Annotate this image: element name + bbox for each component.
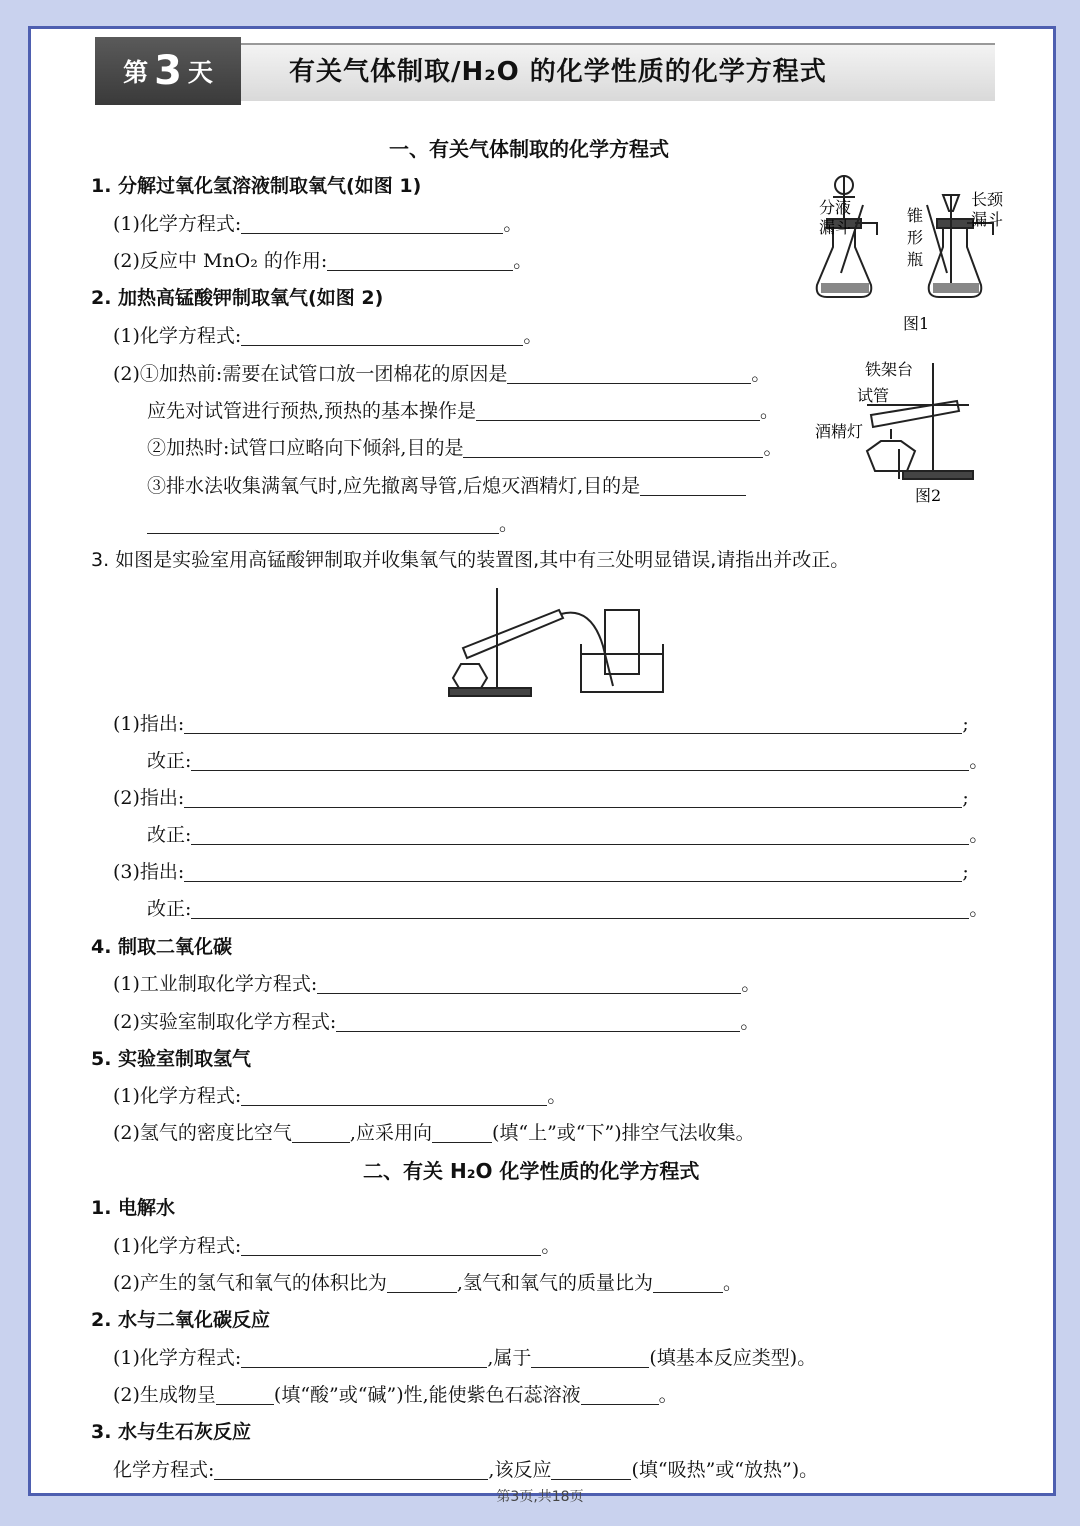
s1-q4-b: (2)实验室制取化学方程式: 。 [113, 1011, 760, 1033]
answer-blank[interactable] [184, 862, 962, 882]
day-number: 3 [154, 48, 182, 94]
s1-q3-row-5: (3)指出: ; [113, 861, 969, 883]
s2-q2-title: 2. 水与二氧化碳反应 [91, 1309, 271, 1331]
s1-q5-a: (1)化学方程式: 。 [113, 1085, 567, 1107]
answer-blank[interactable] [476, 401, 760, 421]
answer-blank[interactable] [184, 714, 962, 734]
answer-blank[interactable] [241, 1236, 541, 1256]
day-badge [95, 37, 241, 105]
figure-3-diagram [441, 584, 671, 699]
s1-q5-title: 5. 实验室制取氢气 [91, 1048, 252, 1070]
s1-q3-row-4: 改正: 。 [147, 824, 989, 846]
fig1-label-sep-funnel-1: 分液 [819, 198, 852, 217]
s1-q3-row-2: 改正: 。 [147, 750, 989, 772]
fig1-label-long-funnel-1: 长颈 [971, 190, 1004, 209]
answer-blank[interactable] [581, 1385, 659, 1405]
fig2-caption: 图2 [915, 486, 942, 505]
answer-blank[interactable] [214, 1460, 488, 1480]
answer-blank[interactable] [184, 788, 962, 808]
figure-2-diagram [807, 349, 1037, 509]
s1-q5-b: (2)氢气的密度比空气 ,应采用向 (填“上”或“下”)排空气法收集。 [113, 1122, 755, 1144]
section1-heading: 一、有关气体制取的化学方程式 [389, 137, 669, 161]
answer-blank[interactable] [507, 364, 751, 384]
fig2-label-stand: 铁架台 [865, 360, 914, 379]
fig1-caption: 图1 [903, 314, 930, 333]
s1-q4-a: (1)工业制取化学方程式: 。 [113, 973, 761, 995]
s1-q2-b4-cont: 。 [147, 509, 518, 536]
section2-heading: 二、有关 H₂O 化学性质的化学方程式 [363, 1159, 700, 1183]
s2-q2-b: (2)生成物呈 (填“酸”或“碱”)性,能使紫色石蕊溶液 。 [113, 1384, 678, 1406]
s1-q2-b2: 应先对试管进行预热,预热的基本操作是 。 [147, 400, 780, 422]
fig1-label-flask-3: 瓶 [907, 250, 924, 269]
s2-q1-b: (2)产生的氢气和氧气的体积比为 ,氢气和氧气的质量比为 。 [113, 1272, 742, 1294]
day-prefix: 第 [123, 58, 149, 87]
answer-blank[interactable] [336, 1012, 740, 1032]
s1-q2-a: (1)化学方程式: 。 [113, 325, 543, 347]
s2-q2-a: (1)化学方程式: ,属于 (填基本反应类型)。 [113, 1347, 817, 1369]
answer-blank[interactable] [241, 1086, 547, 1106]
answer-blank[interactable] [640, 476, 746, 496]
answer-blank[interactable] [432, 1123, 492, 1143]
s2-q1-title: 1. 电解水 [91, 1197, 176, 1219]
s1-q2-title: 2. 加热高锰酸钾制取氧气(如图 2) [91, 287, 384, 309]
answer-blank[interactable] [653, 1273, 723, 1293]
fig1-label-flask-2: 形 [907, 228, 924, 247]
s1-q3-row-3: (2)指出: ; [113, 787, 969, 809]
answer-blank[interactable] [191, 751, 969, 771]
s2-q3-title: 3. 水与生石灰反应 [91, 1421, 252, 1443]
fig1-label-sep-funnel-2: 漏斗 [819, 218, 852, 237]
figure-1-diagram [781, 155, 1031, 335]
s1-q3-row-1: (1)指出: ; [113, 713, 969, 735]
answer-blank[interactable] [216, 1385, 274, 1405]
answer-blank[interactable] [191, 825, 969, 845]
s1-q3-title: 3. 如图是实验室用高锰酸钾制取并收集氧气的装置图,其中有三处明显错误,请指出并改正。 [91, 549, 850, 571]
day-suffix: 天 [187, 58, 213, 87]
s1-q2-b1: (2)①加热前:需要在试管口放一团棉花的原因是 。 [113, 363, 771, 385]
fig1-label-long-funnel-2: 漏斗 [971, 210, 1004, 229]
s1-q4-title: 4. 制取二氧化碳 [91, 936, 233, 958]
s1-q2-b3: ②加热时:试管口应略向下倾斜,目的是 。 [147, 437, 783, 459]
answer-blank[interactable] [387, 1273, 457, 1293]
s1-q2-b4: ③排水法收集满氧气时,应先撤离导管,后熄灭酒精灯,目的是 [147, 471, 746, 498]
s1-q3-row-6: 改正: 。 [147, 898, 989, 920]
fig2-label-tube: 试管 [857, 386, 890, 405]
answer-blank[interactable] [241, 214, 503, 234]
answer-blank[interactable] [147, 514, 499, 534]
answer-blank[interactable] [241, 1348, 487, 1368]
s2-q1-a: (1)化学方程式: 。 [113, 1235, 561, 1257]
answer-blank[interactable] [551, 1460, 631, 1480]
s1-q1-a: (1)化学方程式: 。 [113, 213, 523, 235]
page-footer: 第3页,共18页 [496, 1489, 584, 1505]
page-title: 有关气体制取/H₂O 的化学性质的化学方程式 [289, 57, 827, 87]
fig1-label-flask-1: 锥 [907, 206, 924, 225]
answer-blank[interactable] [463, 438, 763, 458]
answer-blank[interactable] [327, 251, 513, 271]
fig2-label-lamp: 酒精灯 [815, 422, 864, 441]
page-frame [28, 26, 1056, 1496]
answer-blank[interactable] [317, 974, 741, 994]
answer-blank[interactable] [292, 1123, 350, 1143]
s1-q1-title: 1. 分解过氧化氢溶液制取氧气(如图 1) [91, 175, 422, 197]
answer-blank[interactable] [191, 899, 969, 919]
s1-q1-b: (2)反应中 MnO₂ 的作用: 。 [113, 250, 533, 272]
s2-q3-a: 化学方程式: ,该反应 (填“吸热”或“放热”)。 [113, 1459, 819, 1481]
answer-blank[interactable] [241, 326, 523, 346]
answer-blank[interactable] [531, 1348, 649, 1368]
